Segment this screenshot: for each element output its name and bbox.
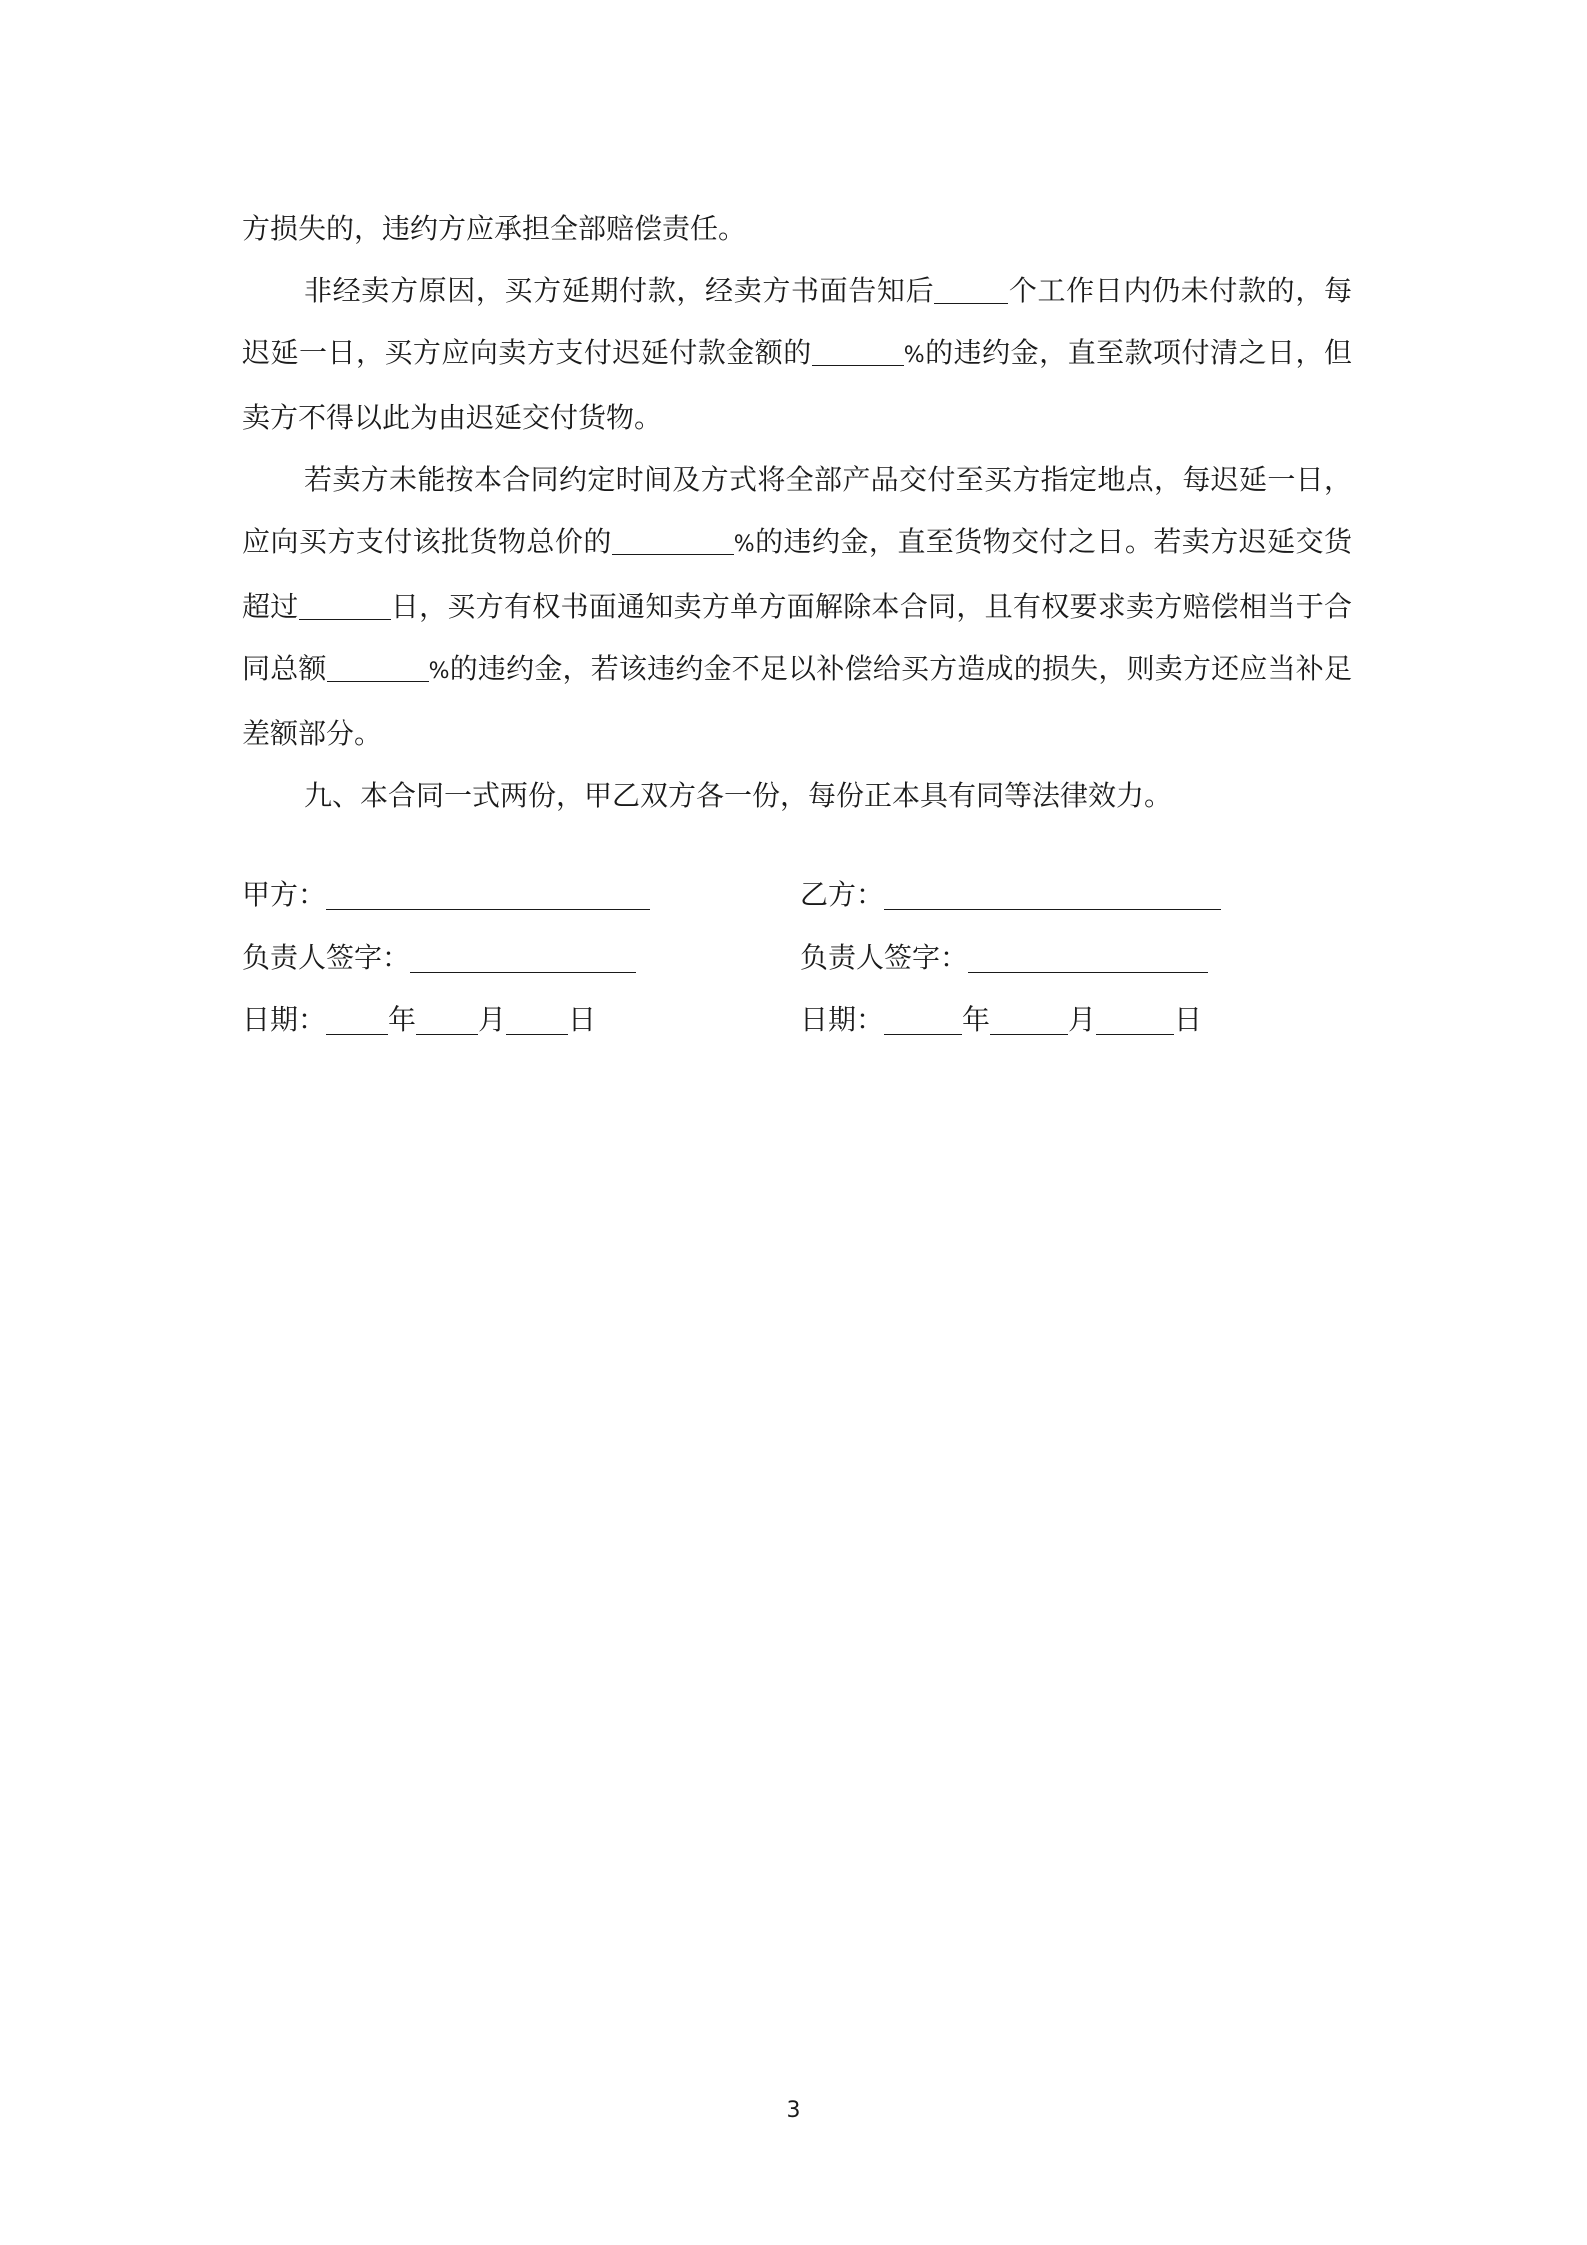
page-number: 3 bbox=[786, 2098, 801, 2123]
blank-termination-rate[interactable] bbox=[327, 651, 429, 682]
party-a-row bbox=[242, 877, 650, 913]
party-b-field[interactable] bbox=[884, 879, 1221, 910]
party-b-row bbox=[800, 877, 1221, 913]
party-a-label: 甲方： bbox=[242, 878, 327, 911]
party-a-signer-label: 负责人签字： bbox=[242, 941, 411, 974]
party-a-date-row: 日期： 年 月 日 bbox=[242, 1003, 597, 1036]
blank-late-payment-rate[interactable] bbox=[812, 335, 904, 366]
party-a-signer-field[interactable] bbox=[410, 942, 636, 973]
paragraph-copies: 九、本合同一式两份，甲乙双方各一份，每份正本具有同等法律效力。 bbox=[304, 779, 1173, 812]
party-a-month-field[interactable] bbox=[416, 1004, 478, 1035]
party-b-day-field[interactable] bbox=[1096, 1004, 1174, 1035]
paragraph-late-payment: 非经卖方原因，买方延期付款，经卖方书面告知后 个工作日内仍未付款的，每迟延一日，买方应向卖方支付迟延付款金额的 %的违约金，直至款项付清之日，但卖方不得以此为由迟延交付货物。 bbox=[242, 274, 1352, 434]
party-b-date-label: 日期： bbox=[800, 1003, 885, 1036]
party-b-year-field[interactable] bbox=[884, 1004, 962, 1035]
party-b-signer-row bbox=[800, 940, 1208, 976]
party-b-signer-label: 负责人签字： bbox=[800, 941, 969, 974]
party-a-field[interactable] bbox=[326, 879, 650, 910]
party-b-date-row: 日期： 年 月 日 bbox=[800, 1003, 1203, 1036]
party-b-month-field[interactable] bbox=[990, 1004, 1068, 1035]
party-b-label: 乙方： bbox=[800, 878, 885, 911]
blank-late-delivery-rate[interactable] bbox=[612, 524, 734, 555]
paragraph-damages: 方损失的，违约方应承担全部赔偿责任。 bbox=[242, 212, 747, 245]
party-b-signer-field[interactable] bbox=[968, 942, 1208, 973]
party-a-year-field[interactable] bbox=[326, 1004, 388, 1035]
party-a-date-label: 日期： bbox=[242, 1003, 327, 1036]
contract-body bbox=[242, 198, 1352, 827]
paragraph-late-delivery: 若卖方未能按本合同约定时间及方式将全部产品交付至买方指定地点，每迟延一日，应向买方支付该批货物总价的 %的违约金，直至货物交付之日。若卖方迟延交货超过 日，买方有权书面通知卖方单方面解除本合同，且有权要求卖方赔偿相当于合同总额 %的违约金，若该违约金不足以补偿给买方造成的损失，则卖方还应当补足差额部分。 bbox=[242, 463, 1352, 750]
party-a-day-field[interactable] bbox=[506, 1004, 568, 1035]
party-a-signer-row bbox=[242, 940, 636, 976]
blank-delay-days[interactable] bbox=[299, 589, 391, 620]
blank-working-days[interactable] bbox=[934, 273, 1008, 304]
